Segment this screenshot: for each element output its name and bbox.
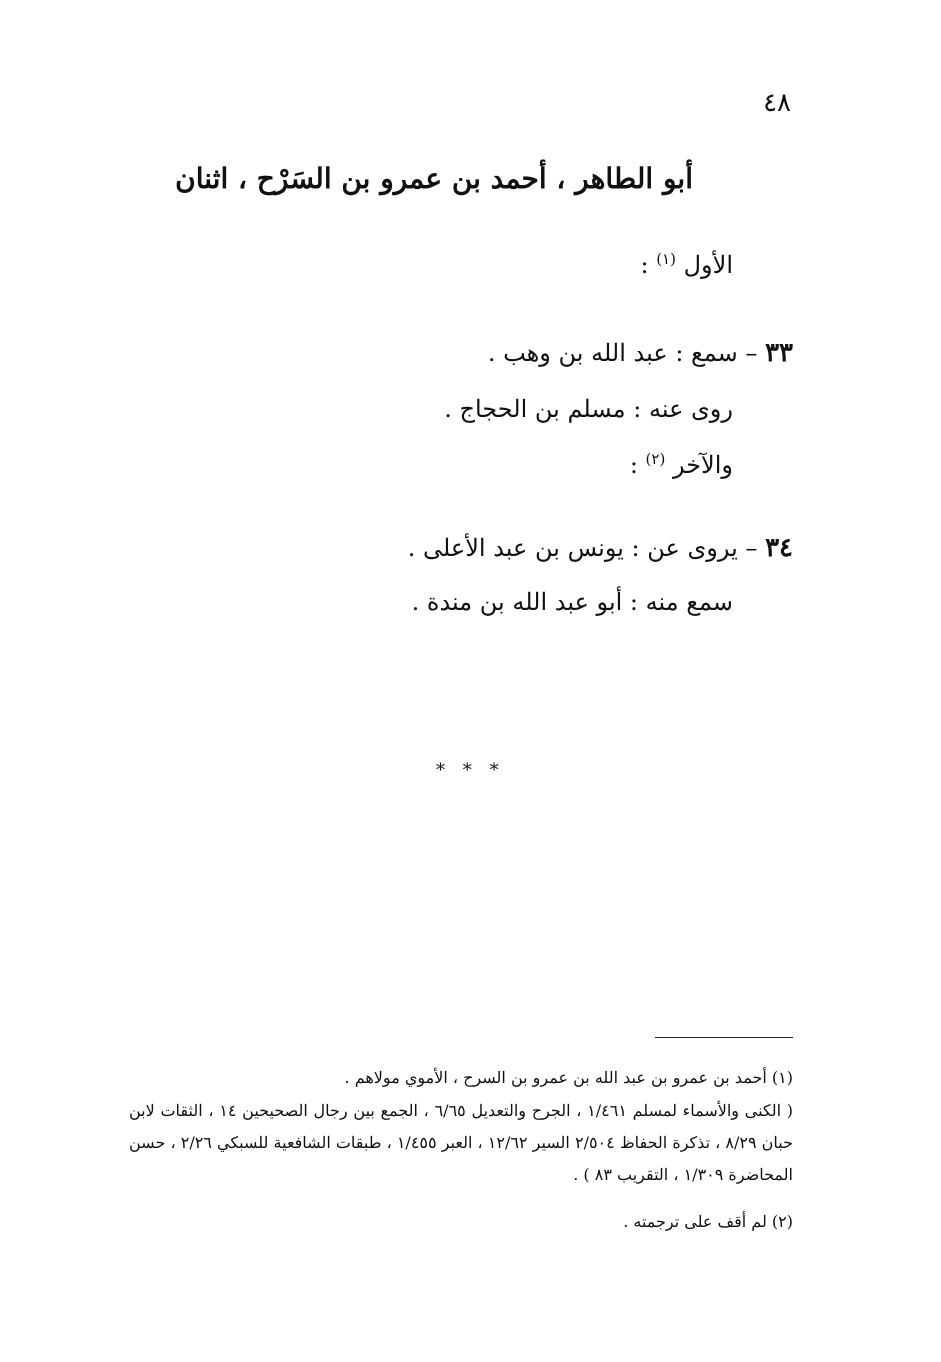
footnote-ref-2: (٢) [645, 450, 666, 468]
first-label: الأول [683, 251, 733, 279]
footnote-divider [655, 1037, 793, 1038]
other-label: والآخر [672, 451, 733, 479]
entry-34-line [408, 533, 793, 563]
footnote-1-references: ( الكنى والأسماء لمسلم ١/٤٦١ ، الجرح والتعديل ٦/٦٥ ، الجمع بين رجال الصحيحين ١٤ ، الثقات لابن حبان ٨/٢٩ ، تذكرة الحفاظ ٢/٥٠٤ السير ١٢/٦٢ ، العبر ١/٤٥٥ ، طبقات الشافعية للسبكي ٢/٢٦ ، حسن المحاضرة ١/٣٠٩ ، التقريب ٨٣ ) . [129, 1101, 794, 1184]
page-number: ٤٨ [763, 88, 791, 118]
footnote-1-line: (١) أحمد بن عمرو بن عبد الله بن عمرو بن السرح ، الأموي مولاهم . [344, 1068, 793, 1087]
footnote-ref-1: (١) [656, 250, 676, 268]
other-label-line [630, 450, 733, 479]
footnote-2: (٢) لم أقف على ترجمته . [623, 1212, 793, 1231]
section-heading: أبو الطاهر ، أحمد بن عمرو بن السَرْح ، اثنان [175, 162, 693, 195]
section-separator: * * * [436, 760, 505, 781]
entry-33-number: ٣٣ [765, 338, 793, 368]
first-colon: : [640, 251, 649, 279]
other-colon: : [629, 451, 638, 479]
entry-34-number: ٣٤ [765, 533, 793, 563]
entry-33-line [488, 338, 793, 368]
entry-33-text: – سمع : عبد الله بن وهب . [487, 339, 758, 367]
entry-33-narrated: روى عنه : مسلم بن الحجاج . [444, 395, 733, 423]
entry-34-heard: سمع منه : أبو عبد الله بن مندة . [411, 588, 733, 616]
first-label-line [640, 250, 733, 279]
entry-34-text: – يروى عن : يونس بن عبد الأعلى . [407, 534, 758, 562]
